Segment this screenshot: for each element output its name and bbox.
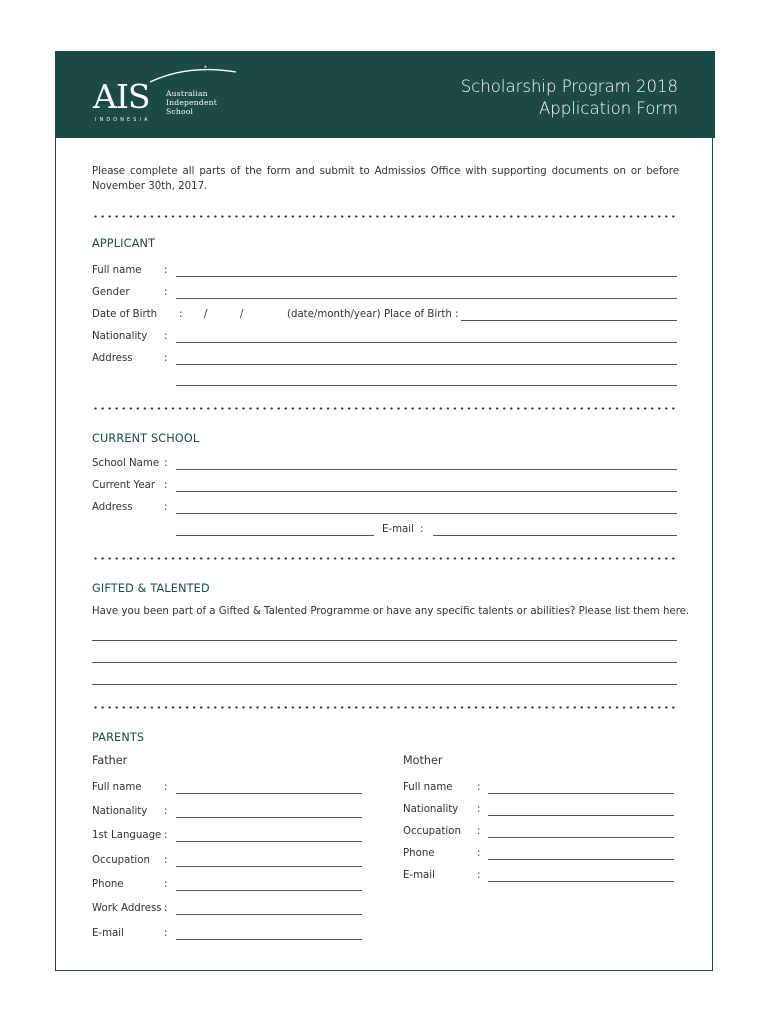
input-father-occupation[interactable] — [176, 866, 362, 867]
label-father-phone: Phone — [92, 879, 124, 890]
colon: : — [477, 870, 481, 881]
gifted-question: Have you been part of a Gifted & Talented Programme or have any specific talents or abilities? Please list them here. — [92, 606, 690, 617]
colon: : — [164, 480, 168, 491]
section-heading-gifted: GIFTED & TALENTED — [92, 582, 210, 595]
form-title-line-2: Application Form — [538, 99, 678, 118]
label-place-of-birth: Place of Birth : — [384, 309, 459, 320]
colon: : — [179, 309, 183, 320]
input-gifted-line-1[interactable] — [92, 640, 677, 641]
input-mother-email[interactable] — [488, 881, 674, 882]
input-school-address-1[interactable] — [176, 513, 677, 514]
dotted-separator — [92, 215, 679, 218]
dob-format-hint: (date/month/year) — [287, 309, 381, 320]
dotted-separator — [92, 557, 679, 560]
label-mother-phone: Phone — [403, 848, 435, 859]
dotted-separator — [92, 407, 679, 410]
input-mother-nationality[interactable] — [488, 815, 674, 816]
logo-line-3: School — [166, 107, 194, 116]
input-school-email[interactable] — [433, 535, 677, 536]
input-school-address-2[interactable] — [176, 535, 374, 536]
label-address: Address — [92, 353, 133, 364]
section-heading-current-school: CURRENT SCHOOL — [92, 432, 200, 445]
mother-heading: Mother — [403, 754, 443, 767]
label-date-of-birth: Date of Birth — [92, 309, 158, 320]
label-gender: Gender — [92, 287, 130, 298]
input-gifted-line-2[interactable] — [92, 662, 677, 663]
dob-slash: / — [204, 309, 208, 320]
input-mother-full-name[interactable] — [488, 793, 674, 794]
colon: : — [164, 265, 168, 276]
label-father-work-address: Work Address — [92, 903, 162, 914]
input-applicant-address-1[interactable] — [176, 364, 677, 365]
label-mother-email: E-mail — [403, 870, 435, 881]
form-title — [461, 76, 678, 120]
form-title-line-1: Scholarship Program 2018 — [460, 77, 678, 96]
label-father-nationality: Nationality — [92, 806, 148, 817]
label-mother-nationality: Nationality — [403, 804, 459, 815]
colon: : — [420, 524, 424, 535]
input-school-name[interactable] — [176, 469, 677, 470]
label-school-name: School Name — [92, 458, 160, 469]
colon: : — [164, 502, 168, 513]
input-father-email[interactable] — [176, 939, 362, 940]
label-father-email: E-mail — [92, 928, 124, 939]
input-gifted-line-3[interactable] — [92, 684, 677, 685]
colon: : — [164, 458, 168, 469]
input-applicant-nationality[interactable] — [176, 342, 677, 343]
dob-slash: / — [240, 309, 244, 320]
label-father-language: 1st Language — [92, 830, 162, 841]
colon: : — [164, 806, 168, 817]
colon: : — [477, 804, 481, 815]
label-father-full-name: Full name — [92, 782, 142, 793]
input-father-nationality[interactable] — [176, 817, 362, 818]
input-place-of-birth[interactable] — [461, 320, 677, 321]
section-heading-parents: PARENTS — [92, 731, 145, 744]
logo-arc-icon — [148, 64, 238, 84]
label-mother-occupation: Occupation — [403, 826, 461, 837]
input-father-work-address[interactable] — [176, 914, 362, 915]
label-mother-full-name: Full name — [403, 782, 453, 793]
input-applicant-full-name[interactable] — [176, 276, 677, 277]
colon: : — [164, 903, 168, 914]
dotted-separator — [92, 706, 679, 709]
label-nationality: Nationality — [92, 331, 148, 342]
intro-text: Please complete all parts of the form and submit to Admissios Office with supporting documents on or before November 30th, 2017. — [92, 166, 679, 192]
school-logo — [93, 70, 243, 130]
logo-line-2: Independent — [166, 98, 217, 107]
label-school-address: Address — [92, 502, 133, 513]
input-father-full-name[interactable] — [176, 793, 362, 794]
input-current-year[interactable] — [176, 491, 677, 492]
colon: : — [164, 879, 168, 890]
colon: : — [164, 353, 168, 364]
input-mother-phone[interactable] — [488, 859, 674, 860]
colon: : — [164, 855, 168, 866]
logo-line-1: Australian — [166, 89, 208, 98]
logo-country: INDONESIA — [95, 118, 151, 123]
father-heading: Father — [92, 754, 128, 767]
colon: : — [164, 928, 168, 939]
input-father-phone[interactable] — [176, 890, 362, 891]
colon: : — [164, 782, 168, 793]
colon: : — [477, 826, 481, 837]
colon: : — [164, 331, 168, 342]
label-father-occupation: Occupation — [92, 855, 150, 866]
label-full-name: Full name — [92, 265, 142, 276]
input-mother-occupation[interactable] — [488, 837, 674, 838]
section-heading-applicant: APPLICANT — [92, 237, 156, 250]
colon: : — [164, 287, 168, 298]
colon: : — [477, 848, 481, 859]
input-father-language[interactable] — [176, 841, 362, 842]
input-applicant-address-2[interactable] — [176, 385, 677, 386]
input-applicant-gender[interactable] — [176, 298, 677, 299]
logo-mark: AIS — [93, 77, 150, 116]
label-school-email: E-mail — [382, 524, 414, 535]
colon: : — [164, 830, 168, 841]
colon: : — [477, 782, 481, 793]
label-current-year: Current Year — [92, 480, 156, 491]
